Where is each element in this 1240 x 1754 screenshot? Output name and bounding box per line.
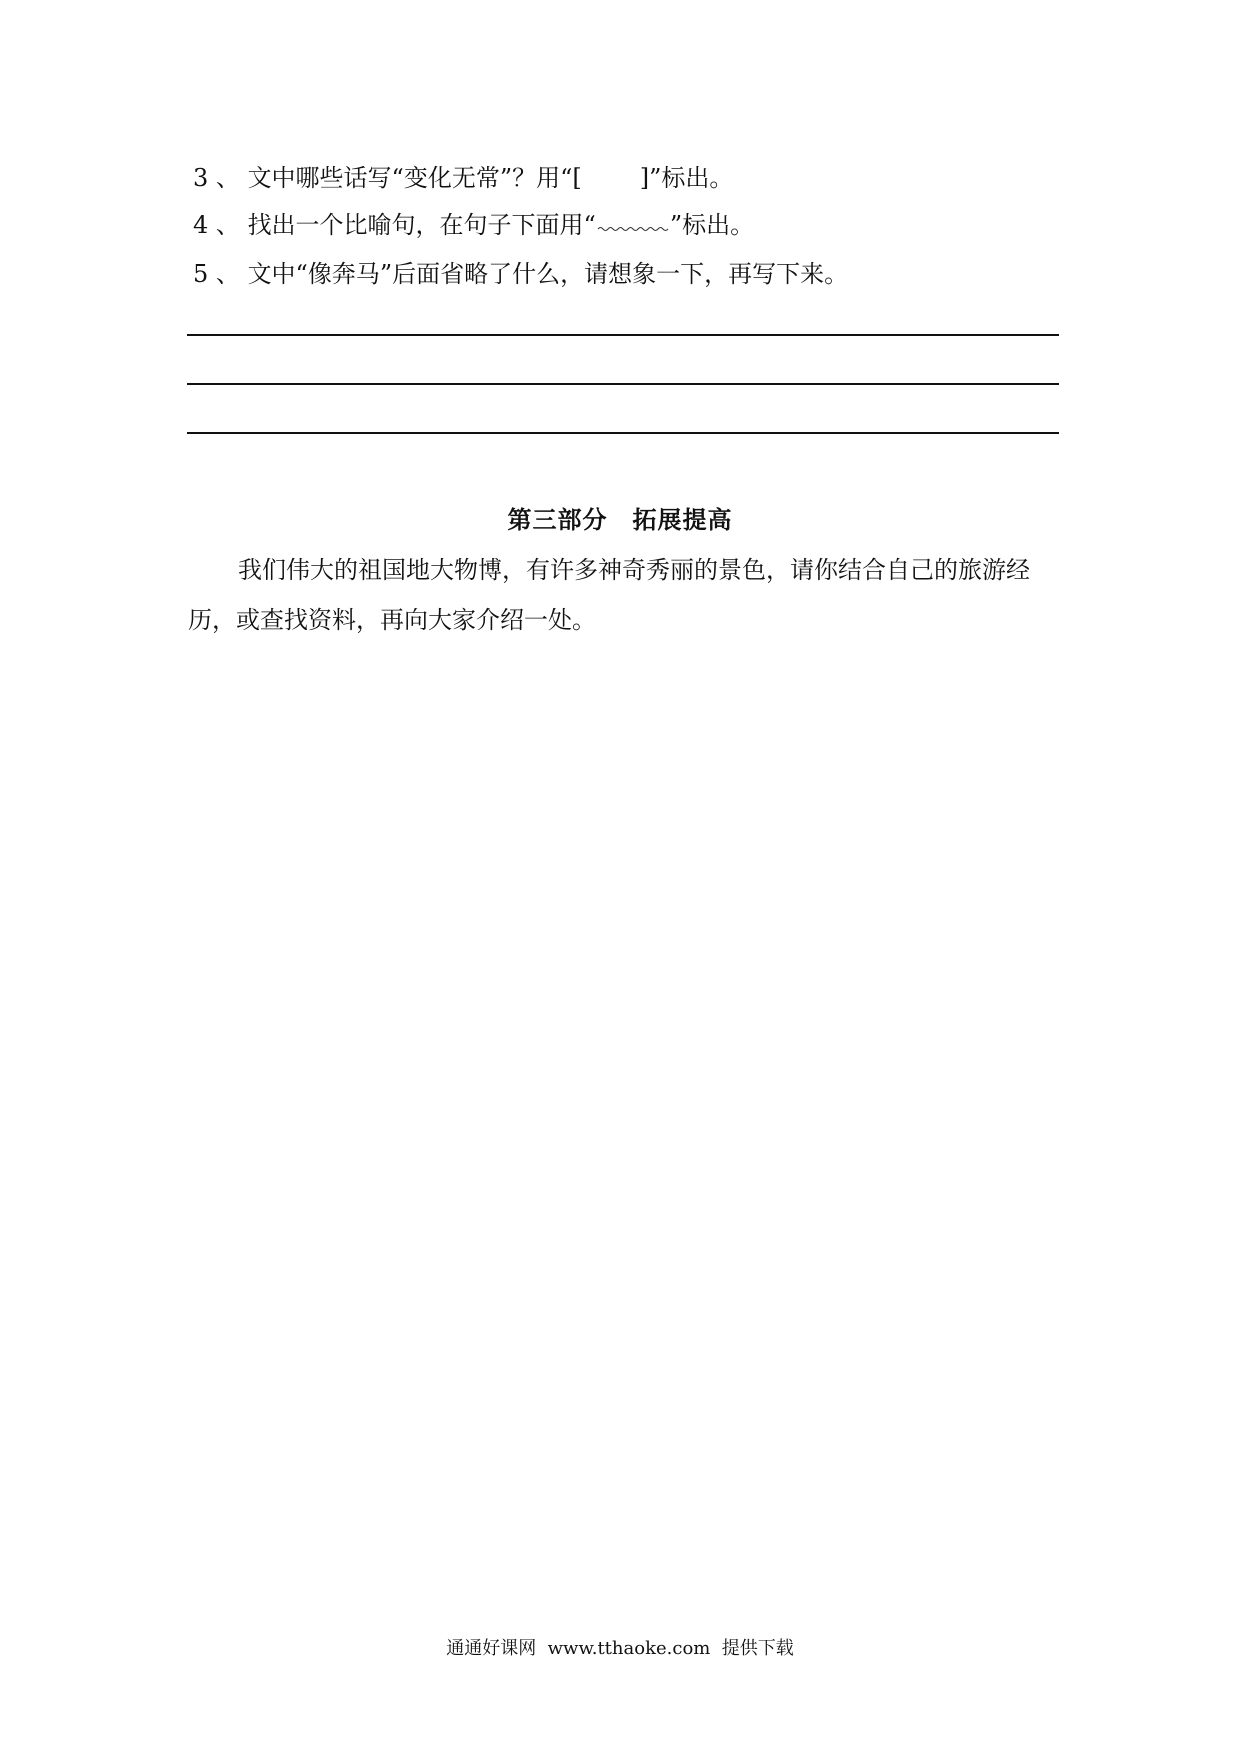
page-footer: 通通好课网 www.tthaoke.com 提供下载 (446, 1638, 794, 1659)
answer-line-1 (187, 334, 1059, 336)
answer-line-3 (187, 432, 1059, 434)
question-number: 5 (193, 260, 209, 288)
section-paragraph-line-2: 历，或查找资料，再向大家介绍一处。 (188, 606, 596, 634)
question-separator: 、 (215, 164, 240, 192)
question-text-before: 找出一个比喻句，在句子下面用“ (247, 211, 596, 239)
answer-line-2 (187, 383, 1059, 385)
question-4 (193, 209, 754, 241)
section-title: 第三部分 拓展提高 (507, 505, 733, 534)
question-3 (193, 162, 733, 194)
question-text-after: ]”标出。 (639, 164, 734, 192)
section-paragraph-line-1: 我们伟大的祖国地大物博，有许多神奇秀丽的景色，请你结合自己的旅游经 (238, 556, 1030, 584)
question-number: 3 (193, 164, 209, 192)
question-text: 文中“像奔马”后面省略了什么，请想象一下，再写下来。 (247, 260, 849, 288)
question-text-after: ”标出。 (669, 211, 755, 239)
question-number: 4 (193, 211, 209, 239)
question-5 (193, 258, 848, 290)
question-separator: 、 (215, 211, 240, 239)
wavy-underline-icon (596, 215, 670, 233)
question-text-before: 文中哪些话写“变化无常”？用“[ (247, 164, 582, 192)
question-separator: 、 (215, 260, 240, 288)
